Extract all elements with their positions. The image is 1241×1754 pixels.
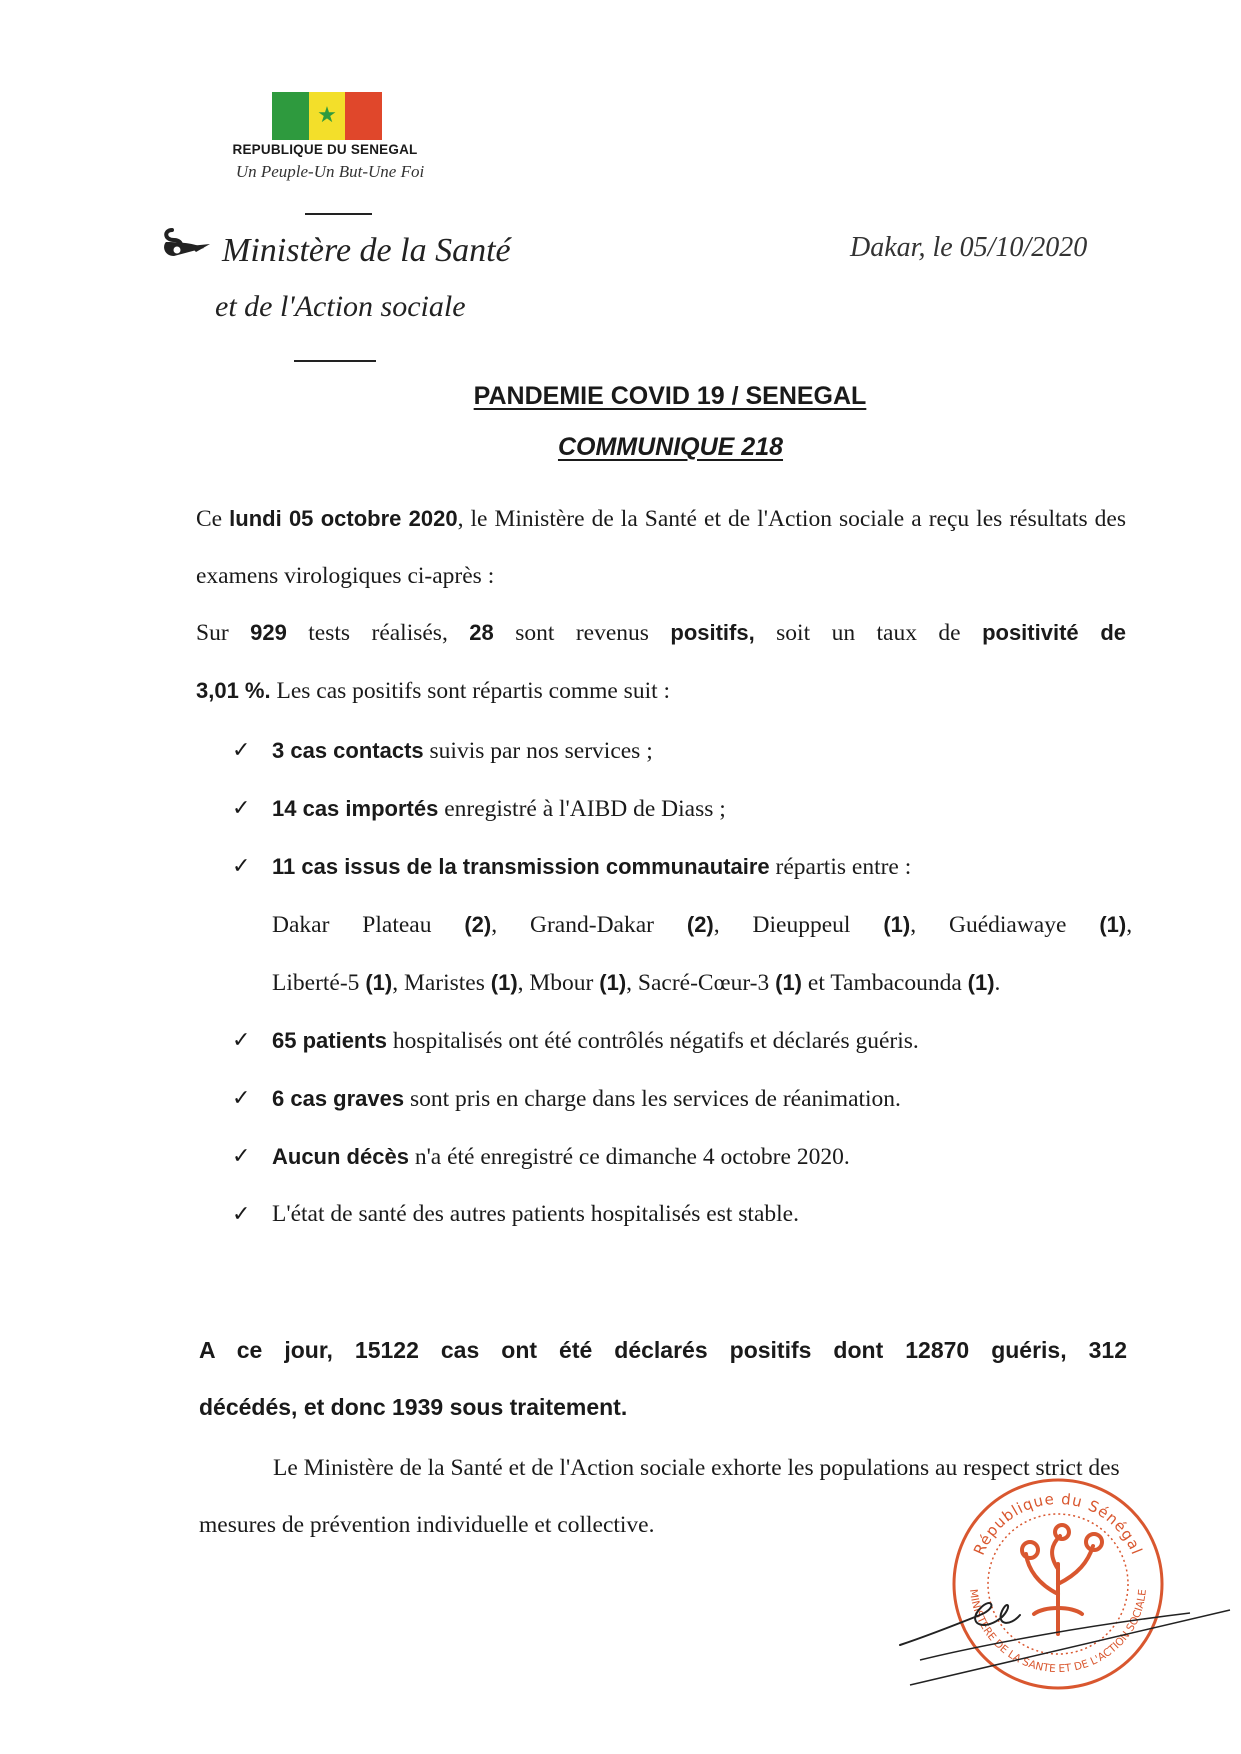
header-divider	[305, 213, 372, 215]
summary-line2: décédés, et donc 1939 sous traitement.	[199, 1394, 628, 1420]
community-count: 11 cas issus de la transmission communautaire	[272, 854, 770, 879]
national-motto: Un Peuple-Un But-Une Foi	[235, 162, 425, 181]
summary-line1: A ce jour, 15122 cas ont été déclarés positifs dont 12870 guéris, 312	[199, 1337, 1127, 1363]
location-name: Dakar Plateau	[272, 912, 432, 938]
location-count: (2)	[686, 912, 714, 937]
location-name: Tambacounda	[830, 970, 962, 996]
location-count: (1)	[967, 970, 995, 995]
stable-text: L'état de santé des autres patients hospitalisés est stable.	[272, 1201, 799, 1227]
positifs-word: positifs,	[670, 620, 755, 645]
imported-count: 14 cas importés	[272, 796, 439, 821]
flag-red-band	[345, 92, 382, 140]
star-icon: ★	[317, 103, 337, 128]
signature-icon	[890, 1555, 1241, 1695]
community-locations: Dakar Plateau (2), Grand-Dakar (2), Dieuppeul (1), Guédiawaye (1), Liberté-5 (1), Maristes (1), Mbour (1), Sacré-Cœur-3 (1) et Tambacounda (1).	[272, 896, 1132, 1012]
deaths-text: n'a été enregistré ce dimanche 4 octobre 2020.	[408, 1144, 850, 1170]
ministry-divider	[294, 360, 376, 362]
tests-count: 929	[250, 620, 287, 645]
list-item	[232, 1128, 1132, 1186]
list-item	[232, 780, 1132, 838]
checkmark-icon: ✓	[232, 796, 251, 821]
location-name: Dieuppeul	[752, 912, 851, 938]
positive-count: 28	[469, 620, 494, 645]
recovered-count: 65 patients	[272, 1028, 387, 1053]
location-name: Maristes	[403, 970, 485, 996]
tests-post: Les cas positifs sont répartis comme suit :	[270, 678, 671, 704]
flag-yellow-band	[309, 92, 346, 140]
checkmark-icon: ✓	[232, 1144, 251, 1169]
ministry-logo-icon	[160, 222, 214, 266]
tests-pre: Sur	[196, 620, 251, 646]
intro-lead: Ce	[196, 506, 230, 532]
tests-mid2: sont revenus	[493, 620, 671, 646]
stamp-top-text: République du Sénégal	[970, 1489, 1147, 1558]
locations-line1: Dakar Plateau (2), Grand-Dakar (2), Dieuppeul (1), Guédiawaye (1),	[272, 912, 1133, 938]
location-name: Mbour	[529, 970, 594, 996]
imported-text: enregistré à l'AIBD de Diass ;	[438, 796, 726, 822]
deaths-label: Aucun décès	[272, 1144, 409, 1169]
intro-text: , le Ministère de la Santé et de l'Action sociale a reçu les résultats des examens virologiques ci-après :	[196, 506, 1126, 589]
list-item	[232, 722, 1132, 780]
positivity-rate: 3,01 %.	[196, 678, 271, 703]
location-name: Liberté-5	[272, 970, 360, 996]
location-count: (1)	[883, 912, 911, 937]
country-name: REPUBLIQUE DU SENEGAL	[232, 142, 418, 157]
intro-paragraph	[196, 490, 1126, 605]
location-name: Sacré-Cœur-3	[637, 970, 770, 996]
severe-text: sont pris en charge dans les services de réanimation.	[404, 1086, 901, 1112]
tests-paragraph	[196, 604, 1126, 720]
tests-mid3: soit un taux de	[754, 620, 983, 646]
location-count: (1)	[490, 970, 518, 995]
ministry-name-line1: Ministère de la Santé	[222, 232, 511, 269]
tests-line1	[196, 604, 1126, 662]
document-date: Dakar, le 05/10/2020	[850, 232, 1088, 263]
list-item	[232, 1186, 1132, 1243]
list-item	[232, 838, 1132, 1012]
stamp-bottom-text: MINISTERE DE LA SANTE ET DE L'ACTION SOCIALE	[967, 1588, 1149, 1676]
severe-count: 6 cas graves	[272, 1086, 405, 1111]
positivity-label: positivité de	[982, 620, 1126, 645]
communique-number: COMMUNIQUE 218	[557, 433, 784, 461]
intro-date: lundi 05 octobre 2020	[229, 506, 458, 531]
conjunction: et	[807, 970, 825, 996]
closing-paragraph: Le Ministère de la Santé et de l'Action sociale exhorte les populations au respect strict des mesures de prévention individuelle et collective.	[199, 1455, 1120, 1538]
checkmark-icon: ✓	[232, 1086, 251, 1111]
checkmark-icon: ✓	[232, 1202, 251, 1227]
tests-mid1: tests réalisés,	[286, 620, 470, 646]
recovered-text: hospitalisés ont été contrôlés négatifs et déclarés guéris.	[386, 1028, 919, 1054]
checkmark-icon: ✓	[232, 1028, 251, 1053]
location-count: (1)	[775, 970, 803, 995]
location-count: (1)	[599, 970, 627, 995]
contacts-text: suivis par nos services ;	[423, 738, 653, 764]
list-item	[232, 1012, 1132, 1070]
checkmark-icon: ✓	[232, 738, 251, 763]
document-title: PANDEMIE COVID 19 / SENEGAL	[473, 382, 867, 410]
flag-green-band	[272, 92, 309, 140]
location-count: (1)	[1099, 912, 1127, 937]
contacts-count: 3 cas contacts	[272, 738, 424, 763]
senegal-flag	[272, 92, 382, 140]
ministry-name-line2: et de l'Action sociale	[215, 290, 466, 323]
checkmark-icon: ✓	[232, 854, 251, 879]
location-name: Guédiawaye	[948, 912, 1067, 938]
cumulative-summary	[199, 1322, 1127, 1437]
case-details-list	[232, 722, 1132, 1243]
location-count: (1)	[365, 970, 393, 995]
list-item	[232, 1070, 1132, 1128]
community-text: répartis entre :	[769, 854, 912, 880]
location-name: Grand-Dakar	[530, 912, 654, 938]
location-count: (2)	[464, 912, 492, 937]
